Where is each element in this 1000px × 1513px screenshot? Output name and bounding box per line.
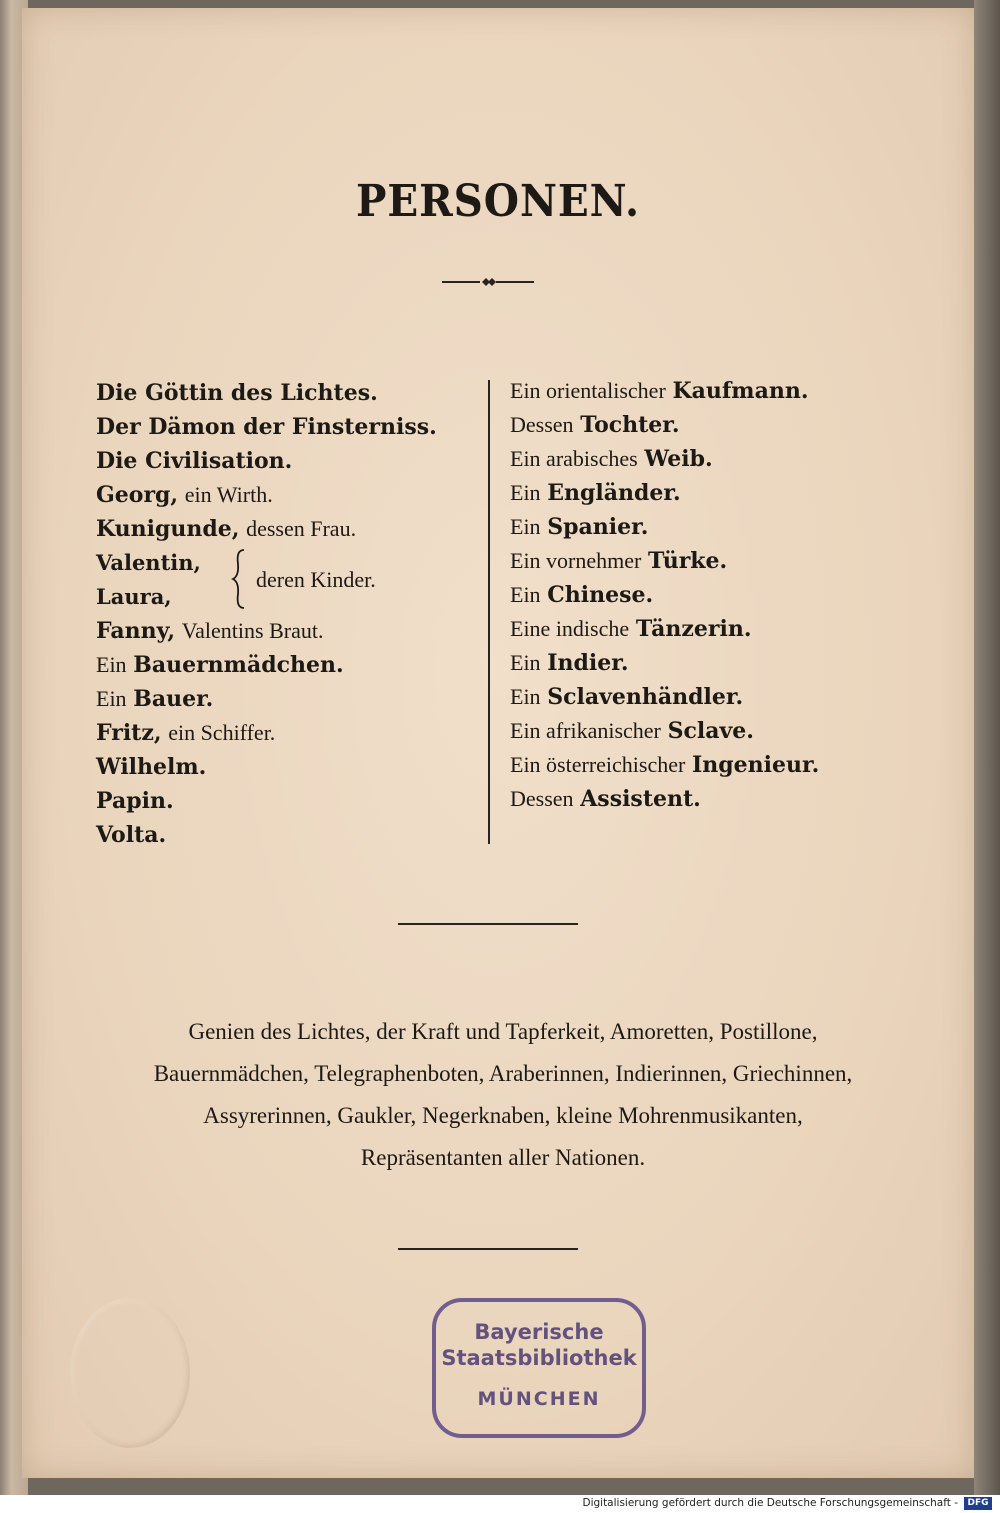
cast-lead: Ein	[96, 652, 127, 677]
chorus-line: Bauernmädchen, Telegraphenboten, Araberinnen, Indierinnen, Griechinnen,	[153, 1061, 853, 1086]
cast-entry	[510, 578, 930, 612]
cast-entry	[510, 680, 930, 714]
chorus-line: Genien des Lichtes, der Kraft und Tapferkeit, Amoretten, Postillone,	[188, 1019, 818, 1044]
cast-name: Ingenieur.	[692, 752, 820, 778]
cast-lead: Ein	[96, 686, 127, 711]
cast-name: Valentin,	[96, 550, 201, 575]
cast-name: Die Göttin des Lichtes.	[96, 380, 378, 406]
cast-list-left	[96, 376, 486, 852]
cast-name: Tänzerin.	[635, 616, 752, 642]
cast-name: Die Civilisation.	[96, 448, 293, 474]
cast-name: Bauer.	[133, 686, 214, 712]
library-stamp	[432, 1298, 646, 1438]
cast-name: Engländer.	[547, 480, 681, 506]
cast-entry	[96, 648, 486, 682]
stamp-line: MÜNCHEN	[477, 1388, 601, 1410]
cast-name: Volta.	[96, 822, 167, 848]
cast-entry	[96, 614, 486, 648]
cast-name: Spanier.	[547, 514, 649, 540]
chorus-line: Assyrerinnen, Gaukler, Negerknaben, kleine Mohrenmusikanten,	[203, 1103, 803, 1128]
cast-entry	[96, 750, 486, 784]
cast-entry	[96, 410, 486, 444]
cast-entry	[96, 716, 486, 750]
cast-entry	[96, 444, 486, 478]
cast-entry	[510, 510, 930, 544]
cast-lead: Ein arabisches	[510, 446, 638, 471]
cast-lead: Ein afrikanischer	[510, 718, 661, 743]
cast-entry	[96, 818, 486, 852]
chorus-list	[82, 1011, 924, 1179]
cast-name: Chinese.	[547, 582, 654, 608]
cast-name: Bauernmädchen.	[133, 652, 344, 678]
cast-name: Kaufmann.	[672, 378, 809, 404]
section-rule-top	[398, 923, 578, 925]
page-title: PERSONEN.	[355, 176, 641, 227]
cast-name: Weib.	[644, 446, 713, 472]
stamp-line: Bayerische	[474, 1320, 604, 1344]
chorus-line: Repräsentanten aller Nationen.	[360, 1145, 646, 1170]
footer-credit: Digitalisierung gefördert durch die Deutsche Forschungsgemeinschaft -	[582, 1497, 958, 1509]
cast-entry	[510, 408, 930, 442]
cast-list-right	[510, 374, 930, 816]
right-page-edge	[974, 0, 1000, 1495]
curly-brace-icon	[230, 548, 250, 610]
cast-entry	[510, 442, 930, 476]
cast-lead: Ein	[510, 582, 541, 607]
cast-name: Fritz,	[96, 720, 162, 746]
cast-desc: ein Schiffer.	[168, 720, 276, 745]
cast-name: Assistent.	[580, 786, 701, 812]
cast-name: Türke.	[648, 548, 728, 574]
cast-name: Wilhelm.	[96, 754, 207, 780]
cast-entry	[96, 512, 486, 546]
cast-lead: Ein	[510, 480, 541, 505]
cast-lead: Ein	[510, 650, 541, 675]
stamp-line: Staatsbibliothek	[441, 1346, 637, 1370]
cast-name: Laura,	[96, 584, 172, 609]
cast-name: Sclave.	[667, 718, 754, 744]
cast-entry	[510, 748, 930, 782]
sibling-note: deren Kinder.	[256, 567, 376, 592]
cast-name: Sclavenhändler.	[547, 684, 744, 710]
book-page	[22, 8, 974, 1478]
footer-bar	[0, 1495, 1000, 1513]
cast-entry	[510, 374, 930, 408]
cast-name: Tochter.	[580, 412, 680, 438]
title-ornament	[442, 276, 534, 288]
section-rule-bottom	[398, 1248, 578, 1250]
cast-desc: ein Wirth.	[184, 482, 273, 507]
cast-name: Georg,	[96, 482, 179, 508]
dfg-logo-icon: DFG	[964, 1497, 992, 1510]
cast-entry	[96, 478, 486, 512]
cast-entry	[96, 376, 486, 410]
sibling-group	[96, 546, 486, 614]
cast-name: Indier.	[547, 650, 629, 676]
cast-lead: Ein	[510, 684, 541, 709]
cast-desc: dessen Frau.	[246, 516, 357, 541]
cast-lead: Eine indische	[510, 616, 630, 641]
column-divider	[488, 380, 490, 844]
cast-name: Der Dämon der Finsterniss.	[96, 414, 437, 440]
cast-entry	[96, 682, 486, 716]
cast-lead: Ein	[510, 514, 541, 539]
cast-entry	[510, 646, 930, 680]
cast-entry	[510, 476, 930, 510]
cast-lead: Ein vornehmer	[510, 548, 642, 573]
cast-lead: Dessen	[510, 412, 574, 437]
cast-entry	[510, 714, 930, 748]
cast-lead: Dessen	[510, 786, 574, 811]
cast-entry	[96, 784, 486, 818]
cast-entry	[510, 612, 930, 646]
cast-name: Fanny,	[96, 618, 175, 644]
cast-lead: Ein orientalischer	[510, 378, 666, 403]
embossed-seal	[70, 1298, 190, 1448]
cast-entry	[510, 544, 930, 578]
cast-lead: Ein österreichischer	[510, 752, 686, 777]
cast-name: Kunigunde,	[96, 516, 240, 542]
cast-name: Papin.	[96, 788, 174, 814]
cast-entry	[510, 782, 930, 816]
cast-desc: Valentins Braut.	[181, 618, 324, 643]
